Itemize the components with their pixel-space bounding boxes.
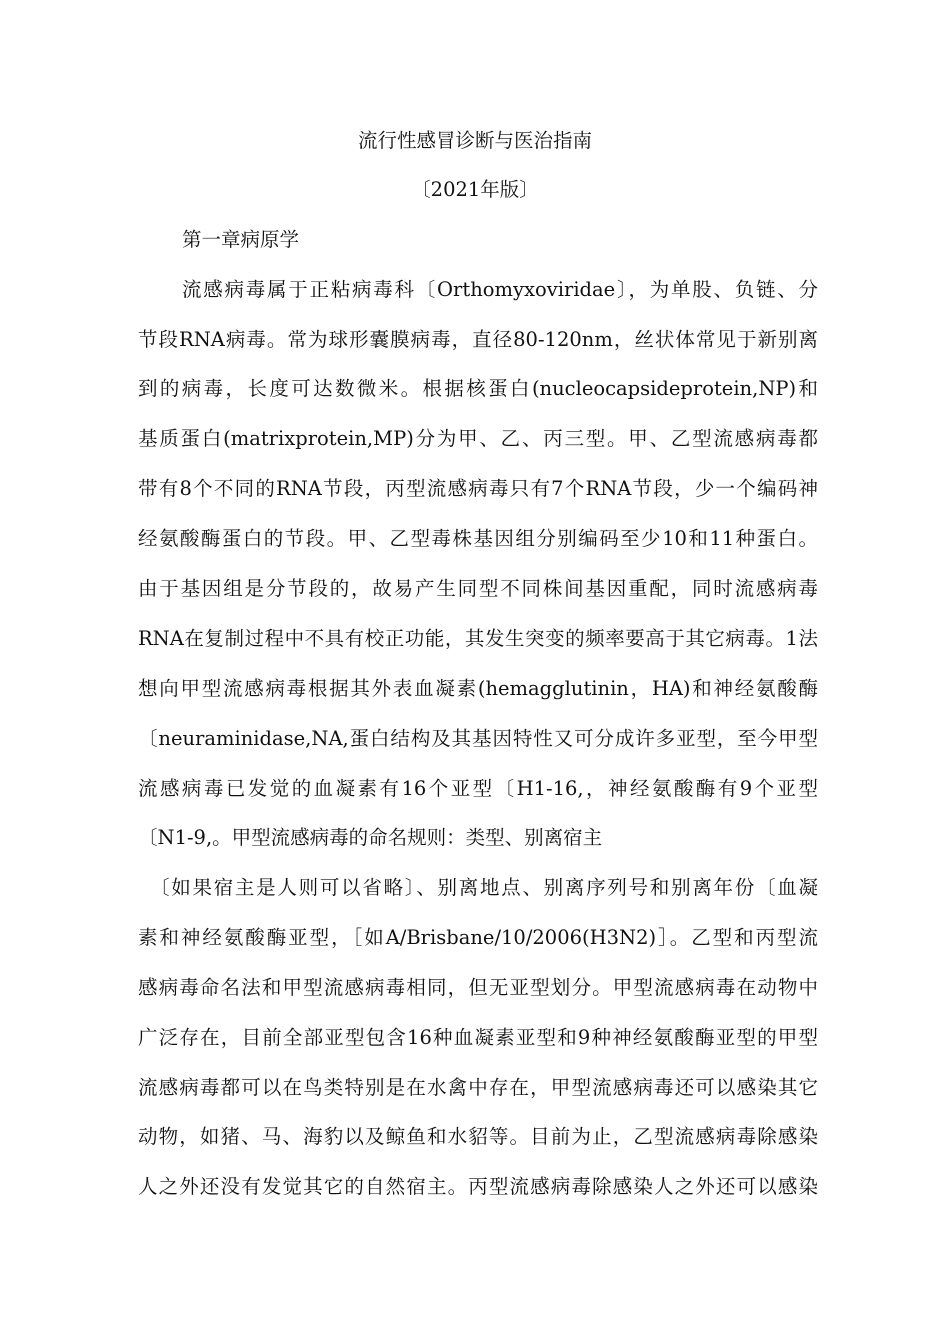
paragraph-line: 感病毒命名法和甲型流感病毒相同，但无亚型划分。甲型流感病毒在动物中 [138, 976, 818, 999]
chapter-heading: 第一章病原学 [182, 228, 300, 251]
paragraph-line: 到的病毒，长度可达数微米。根据核蛋白(nucleocapsideprotein,NP)和 [138, 377, 818, 400]
paragraph-line: 〔neuraminidase,NA,蛋白结构及其基因特性又可分成许多亚型，至今甲型 [138, 727, 818, 750]
document-title: 流行性感冒诊断与医治指南 [357, 129, 592, 152]
paragraph-line: 节段RNA病毒。常为球形囊膜病毒，直径80-120nm，丝状体常见于新别离 [138, 328, 818, 351]
paragraph-line: 流感病毒都可以在鸟类特别是在水禽中存在，甲型流感病毒还可以感染其它 [138, 1076, 818, 1099]
paragraph-line: 流感病毒已发觉的血凝素有16个亚型〔H1-16,，神经氨酸酶有9个亚型 [138, 777, 818, 800]
paragraph-line: 基质蛋白(matrixprotein,MP)分为甲、乙、丙三型。甲、乙型流感病毒都 [138, 427, 818, 450]
paragraph-line: 素和神经氨酸酶亚型，［如A/Brisbane/10/2006(H3N2)］。乙型和丙型流 [138, 926, 818, 949]
paragraph-line: 人之外还没有发觉其它的自然宿主。丙型流感病毒除感染人之外还可以感染 [138, 1175, 818, 1198]
paragraph-line: 由于基因组是分节段的，故易产生同型不同株间基因重配，同时流感病毒 [138, 577, 818, 600]
paragraph-line: RNA在复制过程中不具有校正功能，其发生突变的频率要高于其它病毒。1法 [138, 627, 818, 650]
paragraph-line: 〔如果宿主是人则可以省略〕、别离地点、别离序列号和别离年份〔血凝 [150, 876, 818, 899]
paragraph-line: 经氨酸酶蛋白的节段。甲、乙型毒株基因组分别编码至少10和11种蛋白。 [138, 527, 818, 550]
paragraph-line: 动物，如猪、马、海豹以及鲸鱼和水貂等。目前为止，乙型流感病毒除感染 [138, 1125, 818, 1148]
paragraph-line: 带有8个不同的RNA节段，丙型流感病毒只有7个RNA节段，少一个编码神 [138, 477, 818, 500]
paragraph-line: 流感病毒属于正粘病毒科〔Orthomyxoviridae〕，为单股、负链、分 [182, 278, 818, 301]
paragraph-line: 广泛存在，目前全部亚型包含16种血凝素亚型和9种神经氨酸酶亚型的甲型 [138, 1026, 818, 1049]
document-edition: 〔2021年版〕 [411, 178, 539, 201]
paragraph-line: 想向甲型流感病毒根据其外表血凝素(hemagglutinin，HA)和神经氨酸酶 [138, 677, 818, 700]
paragraph-line: 〔N1-9,。甲型流感病毒的命名规则：类型、别离宿主 [138, 826, 603, 849]
